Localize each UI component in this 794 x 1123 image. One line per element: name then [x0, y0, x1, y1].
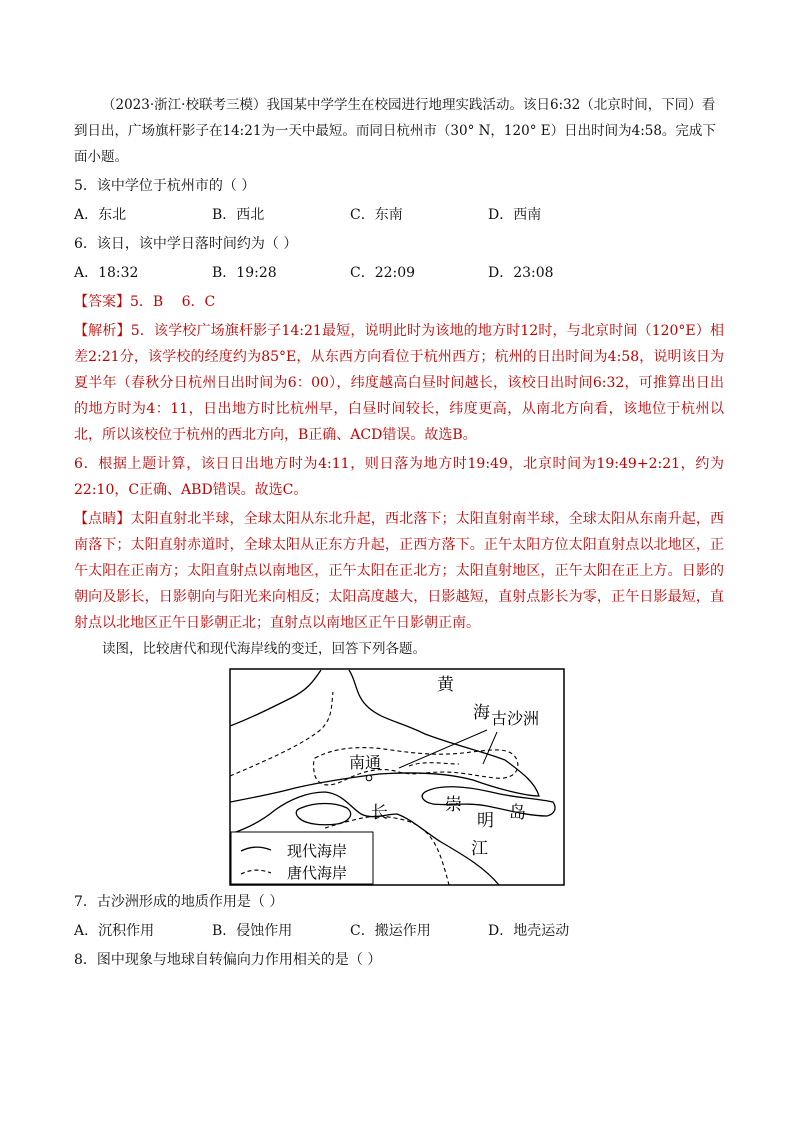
nantong-city-dot — [366, 775, 372, 781]
legend-tang-label: 唐代海岸 — [287, 864, 348, 882]
q6-option-c: C．22:09 — [350, 265, 416, 281]
answer-tag: 【答案】 — [74, 294, 130, 310]
q7-option-d: D．地壳运动 — [488, 923, 570, 939]
question-7-options — [74, 918, 724, 944]
label-gushazhou: 古沙洲 — [491, 709, 540, 728]
q6-option-b: B．19:28 — [212, 265, 277, 281]
river-shoal-island — [296, 804, 350, 825]
q7-option-a: A．沉积作用 — [74, 923, 155, 939]
label-huang: 黄 — [437, 675, 454, 695]
question-5-stem: 5．该中学位于杭州市的（ ） — [74, 178, 256, 194]
label-hai: 海 — [473, 703, 490, 723]
q5-option-c: C．东南 — [350, 207, 403, 223]
question-7-stem: 7．古沙洲形成的地质作用是（ ） — [74, 894, 284, 910]
question-8-stem: 8．图中现象与地球自转偏向力作用相关的是（ ） — [74, 952, 382, 968]
label-ming: 明 — [477, 811, 494, 831]
q7-option-c: C．搬运作用 — [350, 923, 431, 939]
question-6-options — [74, 260, 724, 286]
answer-text: 5．B 6．C — [130, 294, 216, 310]
analysis-paragraph-2: 6．根据上题计算，该日日出地方时为4:11，则日落为地方时19:49，北京时间为19:49+2:21，约为22:10，C正确、ABD错误。故选C。 — [74, 456, 724, 498]
tip-paragraph — [74, 506, 724, 636]
label-nantong: 南通 — [349, 753, 382, 772]
question-5-options — [74, 202, 724, 228]
q7-option-b: B．侵蚀作用 — [212, 923, 293, 939]
legend-modern-label: 现代海岸 — [287, 842, 348, 860]
label-chang: 长 — [371, 803, 388, 823]
intro-passage-2: 读图，比较唐代和现代海岸线的变迁，回答下列各题。 — [102, 641, 426, 657]
document-page — [74, 92, 724, 973]
label-jiang: 江 — [471, 839, 488, 859]
question-6-stem: 6．该日，该中学日落时间约为（ ） — [74, 236, 298, 252]
analysis-paragraph-1 — [74, 318, 724, 448]
coastline-map — [229, 668, 565, 886]
coastline-map-svg — [229, 668, 565, 886]
intro-passage: （2023·浙江·校联考三模）我国某中学学生在校园进行地理实践活动。该日6:32（北京时间，下同）看到日出，广场旗杆影子在14:21为一天中最短。而同日杭州市（30° N，120° E）日出时间为4:58。完成下面小题。 — [74, 97, 716, 165]
q6-option-d: D．23:08 — [488, 265, 554, 281]
label-dao: 岛 — [509, 803, 526, 823]
analysis-text-1: 5．该学校广场旗杆影子14:21最短，说明此时为该地的地方时12时，与北京时间（120°E）相差2:21分，该学校的经度约为85°E，从东西方向看位于杭州西方；杭州的日出时间为4:58，说明该日为夏半年（春秋分日杭州日出时间为6：00），纬度越高白昼时间越长，该校日出时间6:32，可推算出日出的地方时为4：11，日出地方时比杭州早，白昼时间较长，纬度更高，从南北方向看，该地位于杭州以北，所以该校位于杭州的西北方向，B正确、ACD错误。故选B。 — [74, 323, 724, 443]
q5-option-b: B．西北 — [212, 207, 265, 223]
answer-line — [74, 289, 724, 315]
tip-tag: 【点睛】 — [74, 511, 131, 527]
q5-option-a: A．东北 — [74, 207, 127, 223]
q6-option-a: A．18:32 — [74, 265, 139, 281]
analysis-tag: 【解析】 — [74, 323, 131, 339]
label-chong: 崇 — [445, 795, 462, 815]
tip-text: 太阳直射北半球，全球太阳从东北升起，西北落下；太阳直射南半球，全球太阳从东南升起，西南落下；太阳直射赤道时，全球太阳从正东方升起，正西方落下。正午太阳方位太阳直射点以北地区，正午太阳在正南方；太阳直射点以南地区，正午太阳在正北方；太阳直射地区，正午太阳在正上方。日影的朝向及影长，日影朝向与阳光来向相反；太阳高度越大，日影越短，直射点影长为零，正午日影最短，直射点以北地区正午日影朝正北；直射点以南地区正午日影朝正南。 — [74, 511, 725, 631]
q5-option-d: D．西南 — [488, 207, 542, 223]
